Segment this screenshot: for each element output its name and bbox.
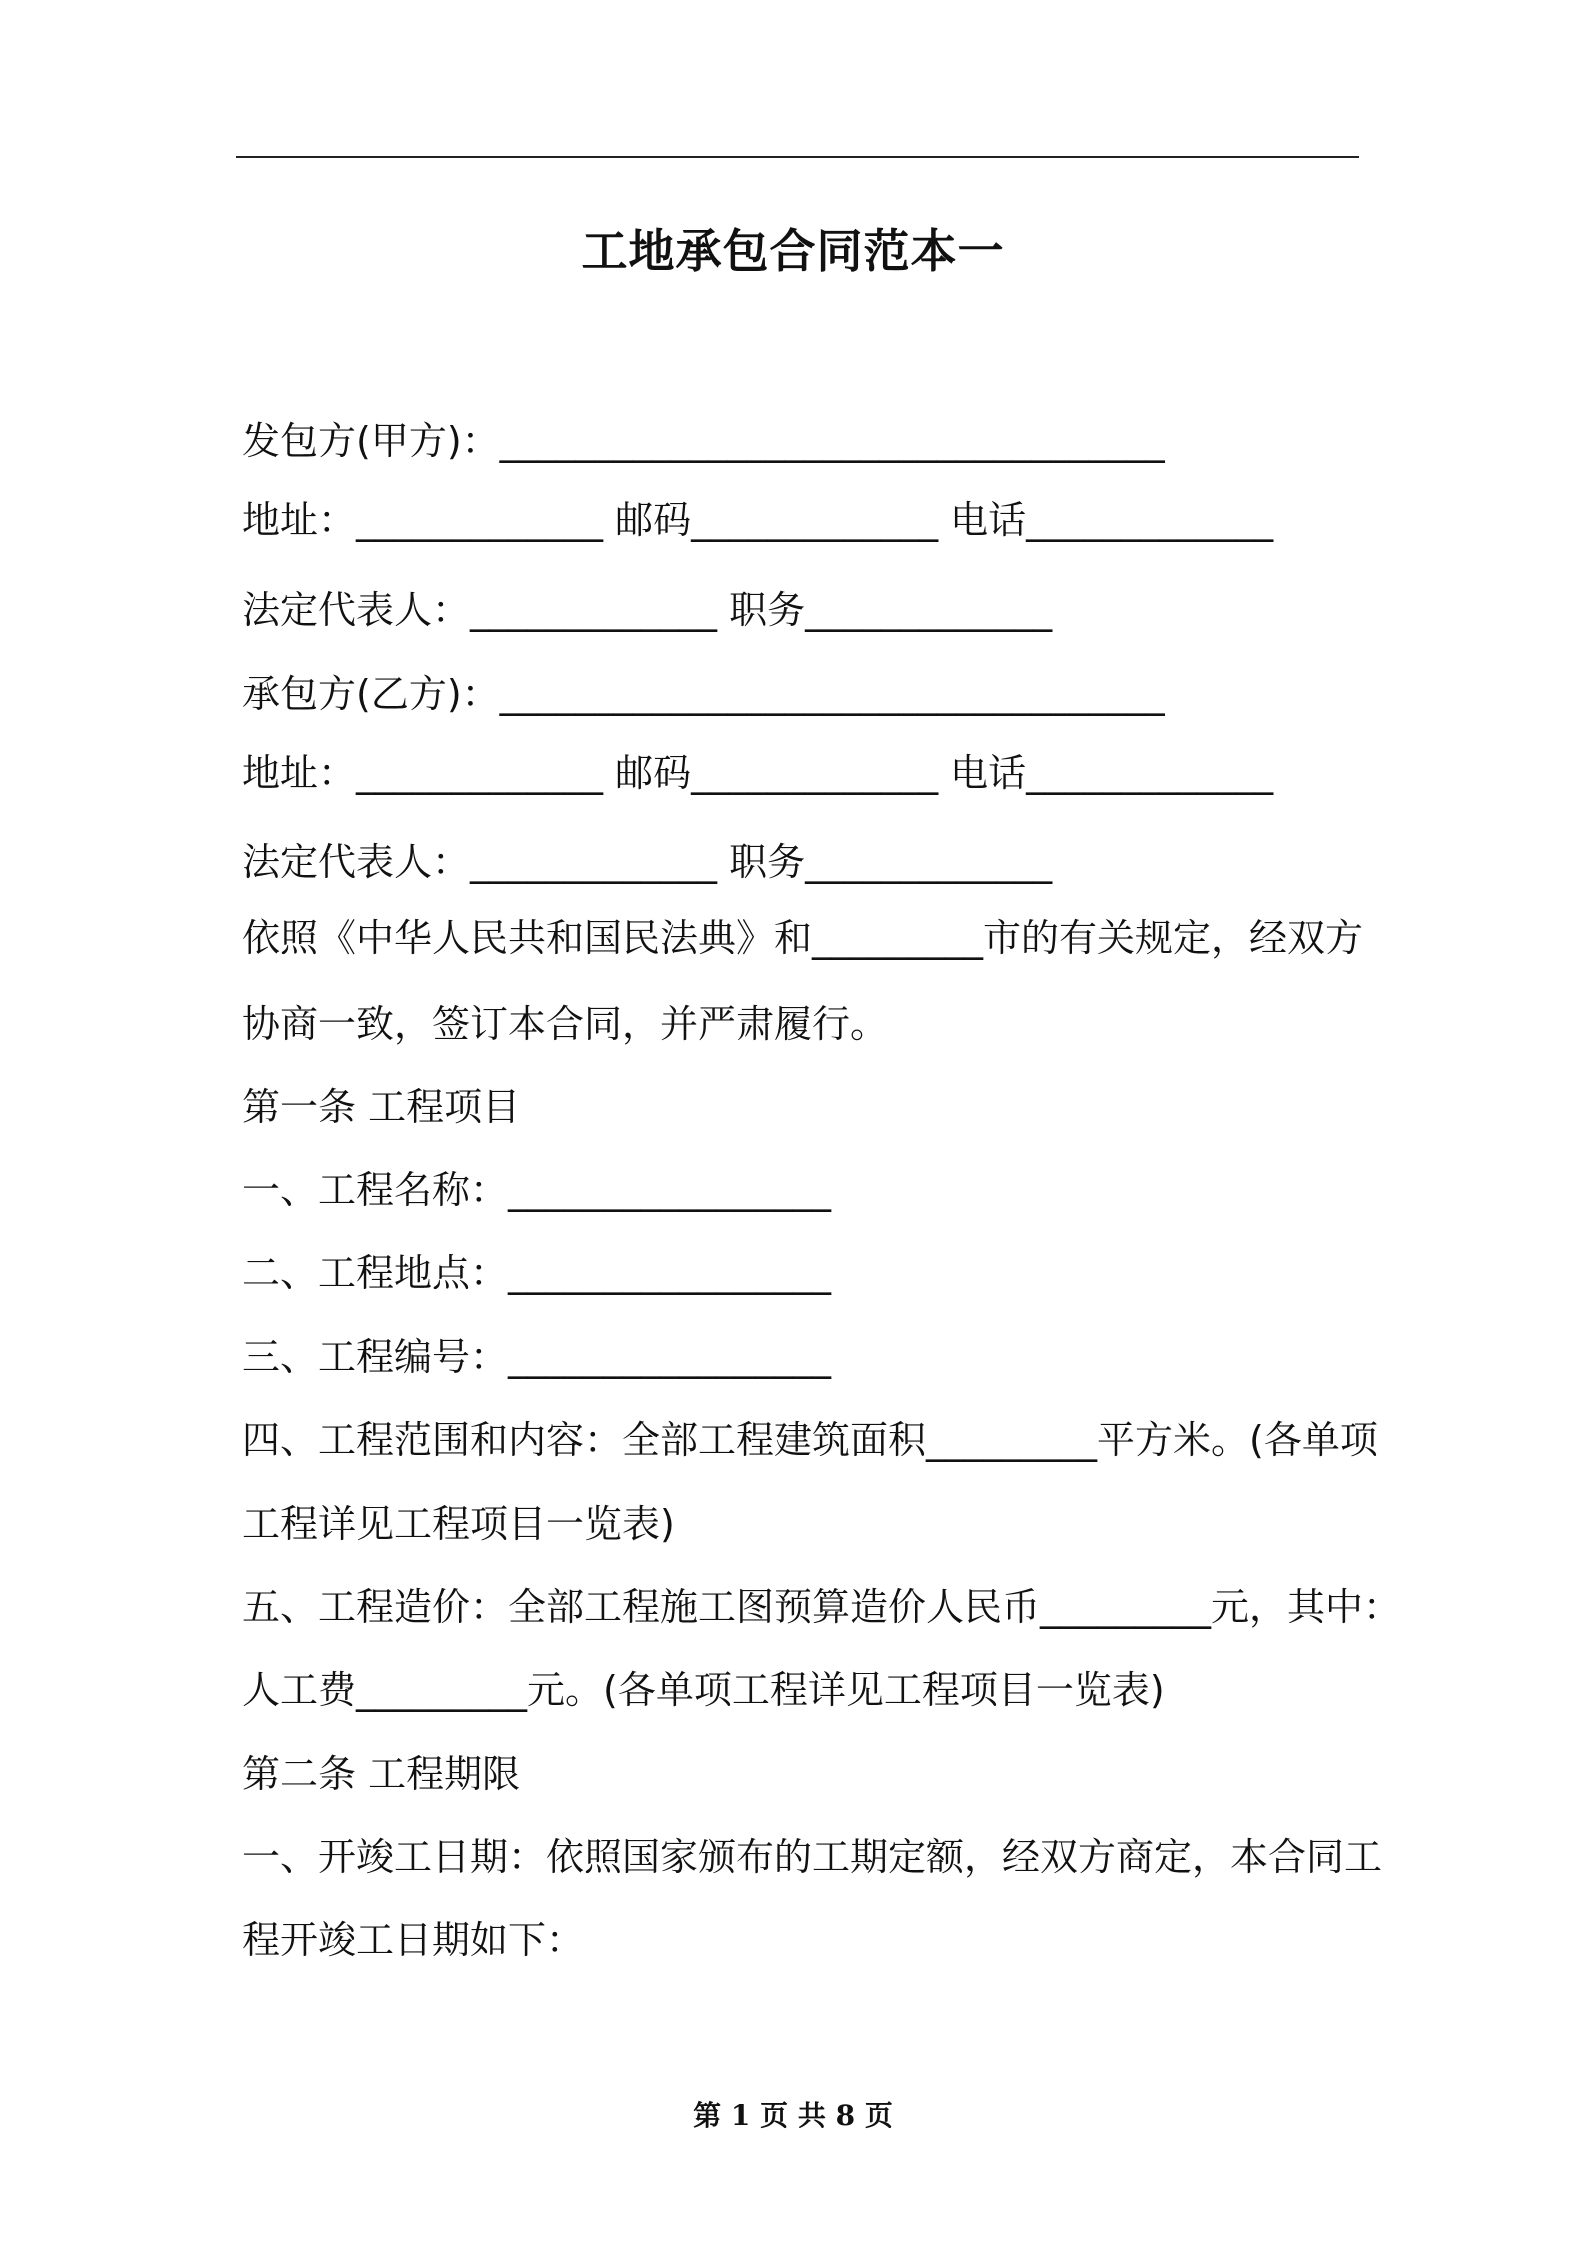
document-title: 工地承包合同范本一: [581, 224, 1005, 278]
text-line-party-b: 承包方(乙方)：___________________________________: [242, 672, 1165, 716]
text-line-project-cost-2: 人工费_________元。(各单项工程详见工程项目一览表): [242, 1668, 1165, 1712]
text-line-party-a: 发包方(甲方)：___________________________________: [242, 419, 1165, 463]
header-rule: [236, 156, 1359, 158]
text-line-schedule-2: 程开竣工日期如下：: [242, 1918, 585, 1962]
text-line-party-b-address: 地址：_____________ 邮码_____________ 电话_____________: [242, 751, 1274, 795]
text-line-project-number: 三、工程编号：_________________: [242, 1335, 832, 1379]
text-line-project-location: 二、工程地点：_________________: [242, 1251, 832, 1295]
text-line-project-scope-1: 四、工程范围和内容：全部工程建筑面积_________平方米。(各单项: [242, 1418, 1378, 1462]
text-line-project-scope-2: 工程详见工程项目一览表): [242, 1502, 675, 1546]
text-line-party-a-representative: 法定代表人：_____________ 职务_____________: [242, 588, 1053, 632]
text-line-project-cost-1: 五、工程造价：全部工程施工图预算造价人民币_________元，其中：: [242, 1585, 1402, 1629]
article-1-heading: 第一条 工程项目: [242, 1085, 521, 1129]
text-line-party-b-representative: 法定代表人：_____________ 职务_____________: [242, 840, 1053, 884]
article-2-heading: 第二条 工程期限: [242, 1752, 521, 1796]
page-number-footer: 第 1 页 共 8 页: [693, 2099, 893, 2132]
text-line-party-a-address: 地址：_____________ 邮码_____________ 电话_____________: [242, 498, 1274, 542]
text-line-preamble-1: 依照《中华人民共和国民法典》和_________市的有关规定，经双方: [242, 916, 1364, 960]
text-line-schedule-1: 一、开竣工日期：依照国家颁布的工期定额，经双方商定，本合同工: [242, 1835, 1383, 1879]
text-line-preamble-2: 协商一致，签订本合同，并严肃履行。: [242, 1002, 889, 1046]
text-line-project-name: 一、工程名称：_________________: [242, 1168, 832, 1212]
